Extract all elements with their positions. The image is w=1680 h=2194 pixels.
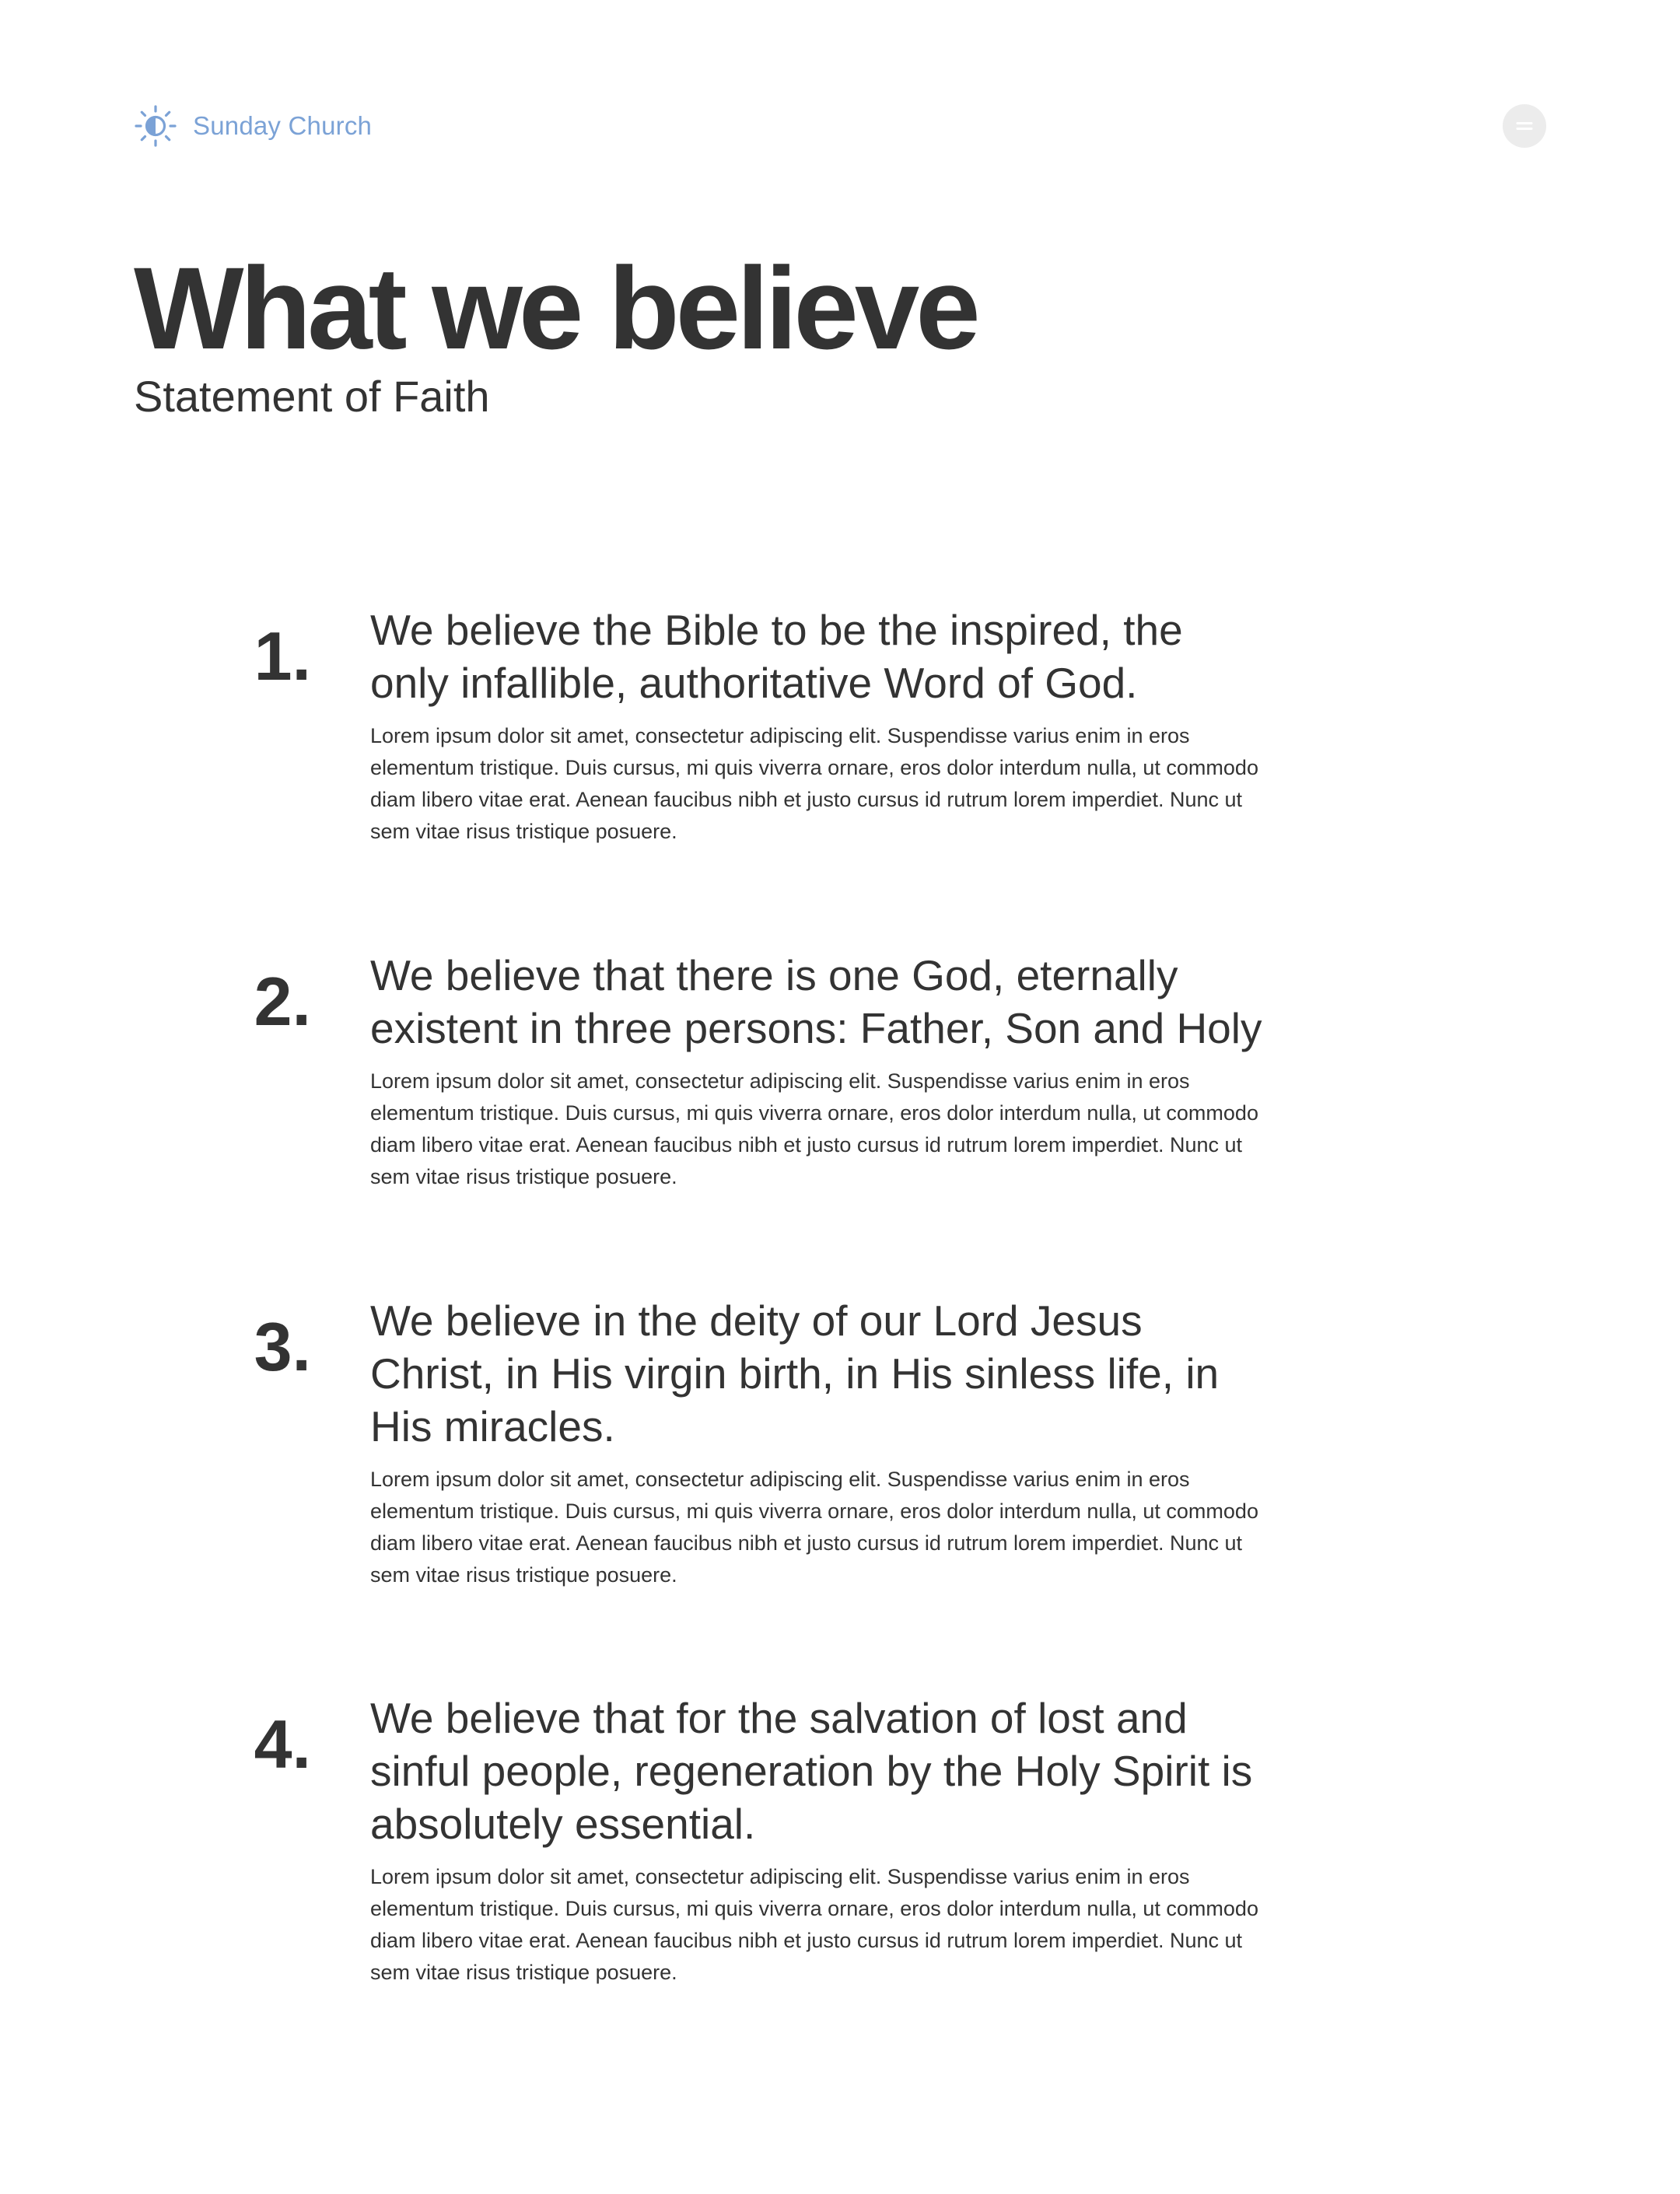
belief-body: [370, 949, 1265, 1193]
brand-name: Sunday Church: [193, 111, 373, 140]
belief-number: 2.: [254, 963, 311, 1040]
belief-heading: We believe the Bible to be the inspired, the only infallible, authoritative Word of God.: [370, 606, 1183, 707]
hero-section: [134, 243, 1534, 423]
sun-icon: [134, 104, 177, 148]
belief-text: Lorem ipsum dolor sit amet, consectetur adipiscing elit. Suspendisse varius enim in eros elementum tristique. Duis cursus, mi quis viverra ornare, eros dolor interdum nulla, ut commodo diam libero vitae erat. Aenean faucibus nibh et justo cursus id rutrum lorem imperdiet. Nunc ut sem vitae risus tristique posuere.: [370, 1069, 1258, 1188]
belief-body: [370, 1294, 1265, 1591]
belief-number: 4.: [254, 1706, 311, 1783]
site-header: [134, 100, 1546, 162]
page-subtitle: Statement of Faith: [134, 372, 490, 421]
belief-text: Lorem ipsum dolor sit amet, consectetur adipiscing elit. Suspendisse varius enim in eros elementum tristique. Duis cursus, mi quis viverra ornare, eros dolor interdum nulla, ut commodo diam libero vitae erat. Aenean faucibus nibh et justo cursus id rutrum lorem imperdiet. Nunc ut sem vitae risus tristique posuere.: [370, 1468, 1258, 1587]
belief-body: [370, 604, 1265, 848]
belief-number: 1.: [254, 618, 311, 695]
page-title: What we believe: [134, 243, 977, 373]
belief-text: Lorem ipsum dolor sit amet, consectetur adipiscing elit. Suspendisse varius enim in eros elementum tristique. Duis cursus, mi quis viverra ornare, eros dolor interdum nulla, ut commodo diam libero vitae erat. Aenean faucibus nibh et justo cursus id rutrum lorem imperdiet. Nunc ut sem vitae risus tristique posuere.: [370, 724, 1258, 843]
hamburger-menu-icon: [1503, 104, 1546, 148]
menu-button[interactable]: [1503, 104, 1546, 148]
belief-body: [370, 1692, 1265, 1989]
belief-heading: We believe that there is one God, eternally existent in three persons: Father, Son and Holy: [370, 951, 1262, 1052]
brand-link[interactable]: [134, 104, 372, 148]
belief-number: 3.: [254, 1308, 311, 1385]
belief-text: Lorem ipsum dolor sit amet, consectetur adipiscing elit. Suspendisse varius enim in eros elementum tristique. Duis cursus, mi quis viverra ornare, eros dolor interdum nulla, ut commodo diam libero vitae erat. Aenean faucibus nibh et justo cursus id rutrum lorem imperdiet. Nunc ut sem vitae risus tristique posuere.: [370, 1865, 1258, 1984]
belief-heading: We believe that for the salvation of lost and sinful people, regeneration by the Holy Spirit is absolutely essential.: [370, 1694, 1253, 1848]
belief-heading: We believe in the deity of our Lord Jesus Christ, in His virgin birth, in His sinless life, in His miracles.: [370, 1296, 1220, 1450]
